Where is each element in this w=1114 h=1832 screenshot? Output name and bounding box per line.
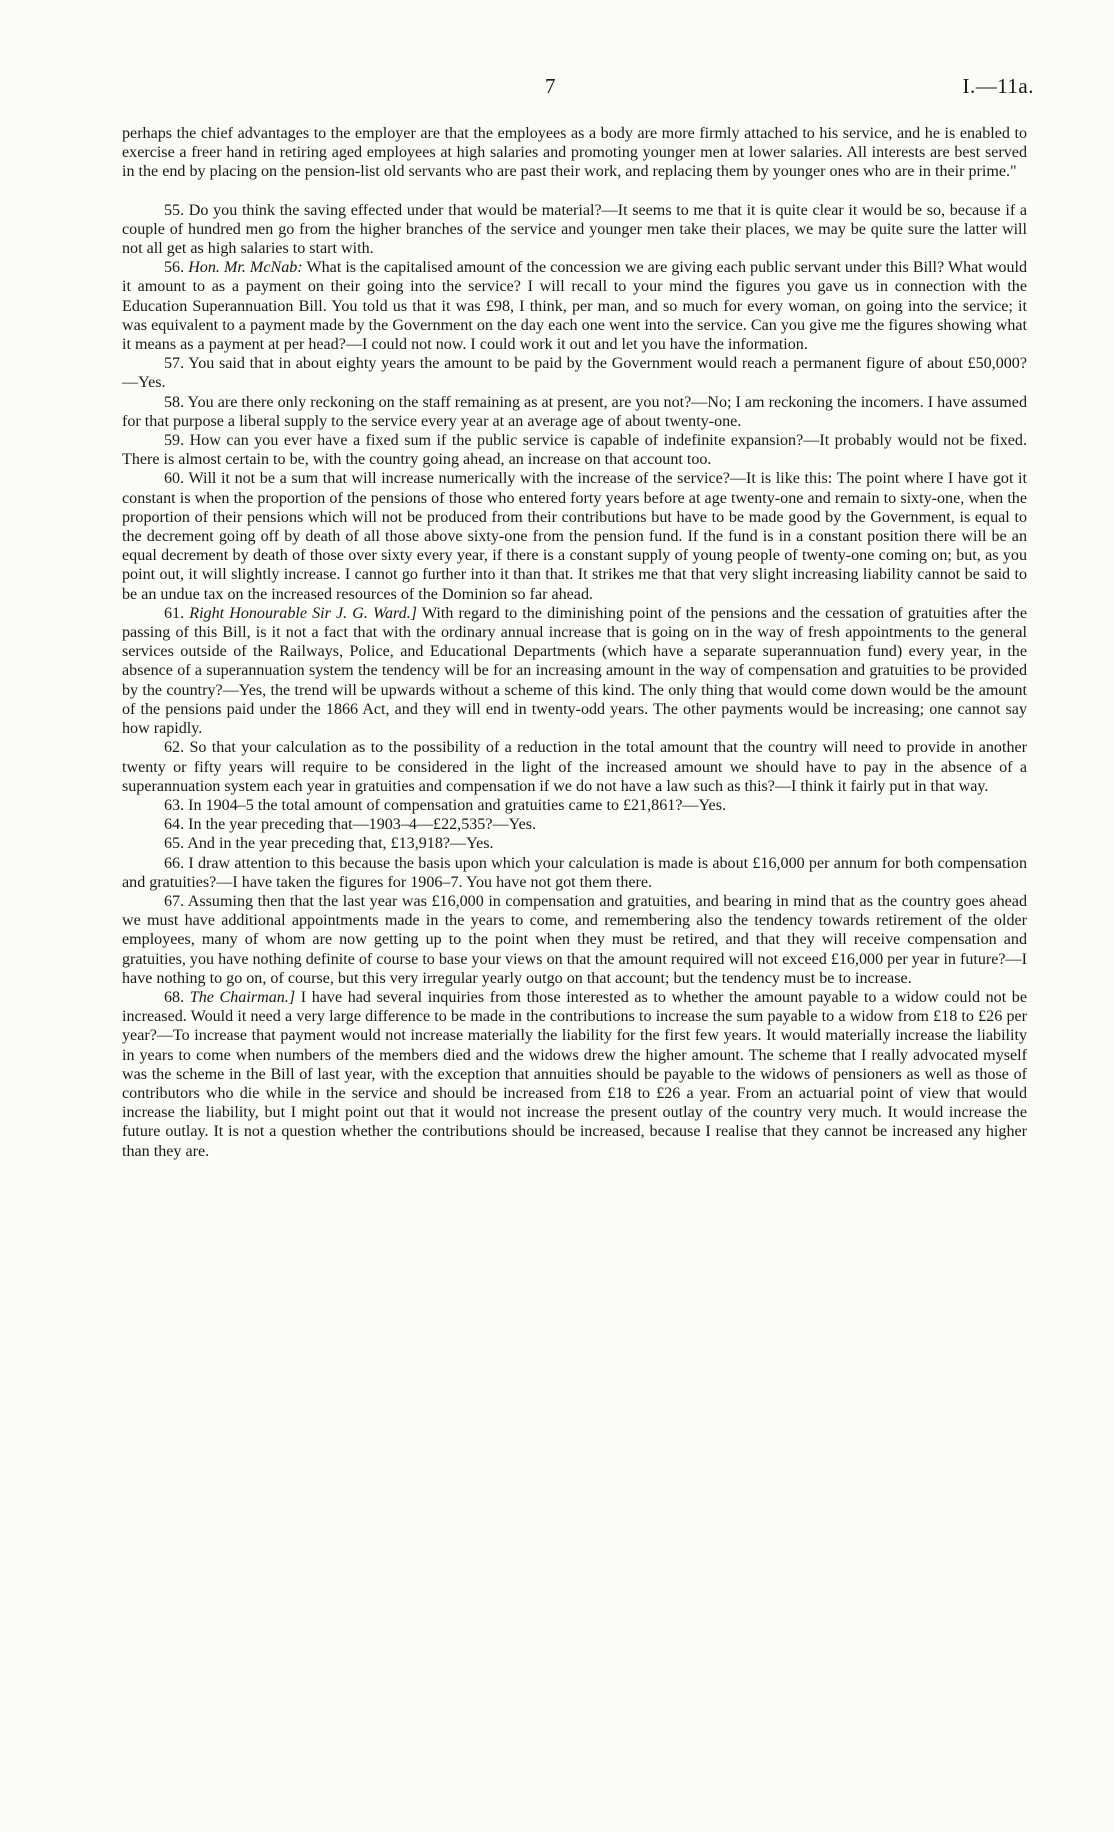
speaker-name: The Chairman.] — [189, 988, 296, 1006]
question-number: 56. — [164, 259, 185, 277]
paragraph: 56. Hon. Mr. McNab: What is the capitalised amount of the concession we are giving each public servant under this Bill? What would it amount to as a payment on their going into the service? I will recall to your mind the figures you gave us in connection with the Education Superannuation Bill. You told us that it was £98, I think, per man, and so much for every woman, on going into the service; it was equivalent to a payment made by the Government on the day each one went into the service. Can you give me the figures showing what it means as a payment at per head?—I could not now. I could work it out and let you have the information. — [122, 259, 1028, 354]
page-number: 7 — [545, 74, 556, 98]
paragraph: 67. Assuming then that the last year was £16,000 in compensation and gratuities, and bearing in mind that as the country goes ahead we must have additional appointments made in the years to come, and remembering also the tendency towards retirement of the older employees, many of whom are now getting up to the point when they must be retired, and that they will receive compensation and gratuities, you have nothing definite of course to base your views on that the amount required will not exceed £16,000 per year in future?—I have nothing to go on, of course, but this very irregular yearly outgo on that account; but the tendency must be to increase. — [122, 892, 1028, 987]
paragraph: 57. You said that in about eighty years the amount to be paid by the Government would reach a permanent figure of about £50,000?—Yes. — [122, 355, 1027, 392]
page-header — [0, 74, 1114, 98]
paragraph: perhaps the chief advantages to the employer are that the employees as a body are more firmly attached to his service, and he is enabled to exercise a freer hand in retiring aged employees at high salaries and promoting younger men at lower salaries. All interests are best served in the end by placing on the pension-list old servants who are past their work, and replacing them by younger ones who are in their prime." — [122, 125, 1027, 181]
speaker-name: Hon. Mr. McNab: — [188, 259, 303, 277]
document-body — [122, 124, 1027, 1161]
paragraph: 68. The Chairman.] I have had several inquiries from those interested as to whether the amount payable to a widow could not be increased. Would it need a very large difference to be made in the contributions to increase the sum payable to a widow from £18 to £26 per year?—To increase that payment would not increase materially the liability for the first few years. It would materially increase the liability in years to come when numbers of the members died and the widows drew the higher amount. The scheme that I really advocated myself was the scheme in the Bill of last year, with the exception that annuities should be payable to the widows of pensioners as well as those of contributors who die while in the service and should be increased from £18 to £26 a year. From an actuarial point of view that would increase the liability, but I might point out that it would not increase the present outlay of the country very much. It would increase the future outlay. It is not a question whether the contributions should be increased, because I realise that they cannot be increased any higher than they are. — [122, 988, 1027, 1160]
paragraph: 65. And in the year preceding that, £13,918?—Yes. — [164, 835, 494, 853]
paragraph: 63. In 1904–5 the total amount of compensation and gratuities came to £21,861?—Yes. — [164, 796, 726, 814]
paragraph: 58. You are there only reckoning on the staff remaining as at present, are you not?—No; I am reckoning the incomers. I have assumed for that purpose a liberal supply to the service every year at an average age of about twenty-one. — [122, 393, 1027, 430]
question-number: 61. — [164, 604, 185, 622]
paragraph: 66. I draw attention to this because the basis upon which your calculation is made is about £16,000 per annum for both compensation and gratuities?—I have taken the figures for 1906–7. You have not got them there. — [122, 854, 1027, 891]
document-reference: I.—11a. — [962, 74, 1034, 98]
question-number: 68. — [164, 988, 185, 1006]
paragraph: 60. Will it not be a sum that will increase numerically with the increase of the service?—It is like this: The point where I have got it constant is when the proportion of the pensions of those who entered forty years before at age twenty-one and remain to sixty-one, when the proportion of their pensions which will not be produced from their contributions but have to be made good by the Government, is equal to the decrement going off by death of all those above sixty-one from the pension fund. If the fund is in a constant position there will be an equal decrement by death of those over sixty every year, if there is a constant supply of young people of twenty-one coming on; but, as you point out, it will slightly increase. I cannot go further into it than that. It strikes me that that very slight increasing liability cannot be said to be an undue tax on the increased resources of the Dominion so far ahead. — [122, 470, 1027, 603]
speaker-name: Right Honourable Sir J. G. Ward.] — [189, 604, 417, 622]
paragraph: 55. Do you think the saving effected under that would be material?—It seems to me that it is quite clear it would be so, because if a couple of hundred men go from the higher branches of the service and younger men take their places, we may be quite sure the latter will not all get as high salaries to start with. — [122, 201, 1027, 258]
paragraph: 62. So that your calculation as to the possibility of a reduction in the total amount that the country will need to provide in another twenty or fifty years will require to be considered in the light of the increased amount we should have to pay in the absence of a superannuation system each year in gratuities and compensation if we do not have a law such as this?—I think it fairly put in that way. — [122, 739, 1027, 795]
paragraph: 64. In the year preceding that—1903–4—£22,535?—Yes. — [164, 816, 537, 834]
paragraph: 59. How can you ever have a fixed sum if the public service is capable of indefinite expansion?—It probably would not be fixed. There is almost certain to be, with the country going ahead, an increase on that account too. — [122, 432, 1027, 469]
paragraph: 61. Right Honourable Sir J. G. Ward.] With regard to the diminishing point of the pensions and the cessation of gratuities after the passing of this Bill, is it not a fact that with the ordinary annual increase that is going on in the way of fresh appointments to the general services outside of the Railways, Police, and Educational Departments (which have a separate superannuation fund) every year, in the absence of a superannuation system the tendency will be for an increasing amount in the way of compensation and gratuities to be provided by the country?—Yes, the trend will be upwards without a scheme of this kind. The only thing that would come down would be the amount of the pensions paid under the 1866 Act, and they will end in twenty-odd years. The other payments would be increasing; one cannot say how rapidly. — [122, 604, 1027, 738]
